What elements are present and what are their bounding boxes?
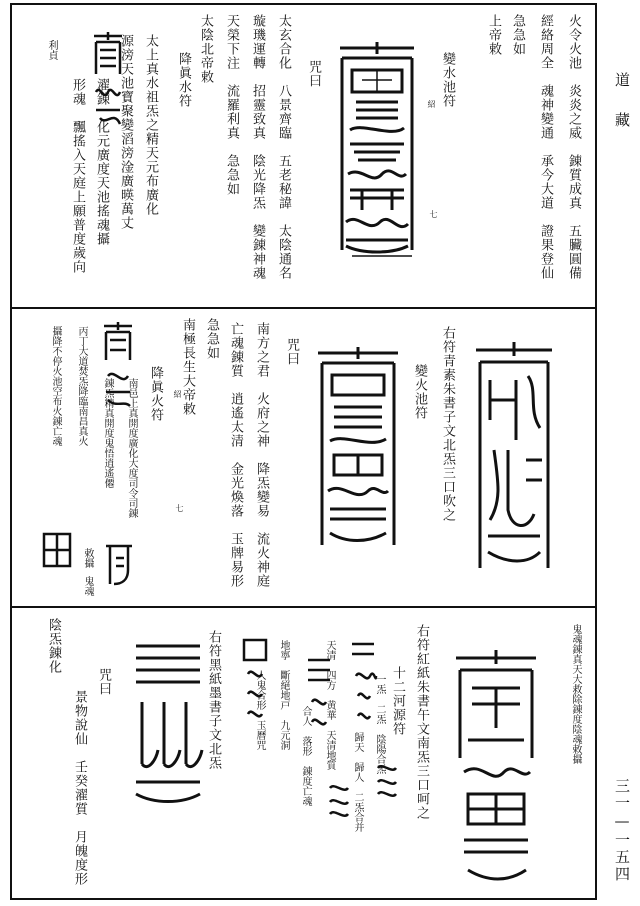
panel-divider-1: [10, 307, 597, 309]
panel2-col-7: 南極長生大帝敕: [180, 318, 195, 416]
panel3-col-5: 歸天 歸人 二炁合并: [352, 732, 363, 832]
panel1-col-9: 天榮下注 流羅利真 急急如: [224, 14, 239, 196]
panel1-col-15: 形魂 飄搖入天庭上願普度歲向: [70, 78, 85, 274]
panel1-small-talisman: [90, 30, 126, 140]
panel3-col-9: 人鬼合形 玉曆咒: [254, 670, 265, 750]
panel2-col-2: 變火池符: [412, 364, 427, 420]
panel2-note-2: 七: [175, 504, 184, 512]
margin-page-number: 三一—一五四: [613, 778, 631, 883]
panel2-col-4: 南方之君 火府之神 降炁變易 流火神庭: [254, 322, 269, 588]
panel2-col-5: 亡魂錬質 逍遙太清 金光煥落 玉牌易形: [228, 322, 243, 588]
panel1-col-14: 濯錬 化元廣度天池搖魂攝: [94, 78, 109, 246]
panel1-note-1: 紹: [427, 100, 436, 108]
panel3-col-13: 陰炁錬化: [46, 618, 61, 674]
panel2-note-1: 紹: [173, 390, 182, 398]
panel3-col-3: 十二河源符: [390, 666, 405, 736]
panel2-talisman-right: [468, 340, 560, 580]
panel3-small-glyph-1: [372, 760, 402, 800]
panel1-col-6: 咒曰: [306, 60, 321, 88]
panel1-col-11: 降眞水符: [176, 52, 191, 108]
panel3-col-2: 右符紅紙朱書午文南炁三口呵之: [414, 624, 429, 820]
panel1-col-2: 經絡周全 魂神變通 承今大道 證果登仙: [538, 14, 553, 280]
panel2-col-6: 急急如: [204, 318, 219, 360]
panel2-col-10: 錬炁精真開度鬼悟逍遙僊: [102, 378, 113, 488]
panel1-col-10: 太陰北帝敕: [198, 14, 213, 84]
panel1-col-12: 太上真水祖炁之精天元布廣化: [143, 34, 158, 216]
panel1-col-16: 利貞: [46, 40, 57, 60]
panel3-col-8: 地寧 斷絕地戸 九元洞: [278, 640, 289, 750]
panel1-col-5: 變水池符: [440, 52, 455, 108]
panel3-small-glyph-2: [324, 780, 354, 820]
panel3-col-6: 天清 四方 黄華 天清地質: [324, 640, 335, 770]
panel-divider-2: [10, 606, 597, 608]
panel2-col-11: 丙丁大道焚炁降臨南昌真火: [76, 326, 87, 446]
panel2-col-8: 降眞火符: [148, 366, 163, 422]
panel2-col-12: 攝降不停火池空布火錬亡魂: [50, 326, 61, 446]
panel3-col-7: 合人 落形 錬度亡魂: [300, 706, 311, 806]
panel1-note-2: 七: [429, 210, 438, 218]
panel1-col-7: 太玄合化 八景齊臨 五老秘諱 太陰通名: [276, 14, 291, 280]
margin-title-zang: 藏: [613, 112, 631, 133]
panel3-col-10: 右符黑紙墨書子文北炁: [206, 630, 221, 770]
panel2-col-13: 敕攝: [82, 548, 93, 568]
margin-title-dao: 道: [613, 72, 631, 93]
panel3-col-1: 鬼魂錬真天大救除錬度陰魂敕攝: [570, 624, 581, 764]
panel1-col-3: 急急如: [510, 14, 525, 56]
panel2-col-14: 鬼魂: [82, 576, 93, 596]
panel3-talisman-left: [128, 632, 208, 812]
panel1-col-4: 上帝敕: [486, 14, 501, 56]
panel1-col-13: 源滂天池寶聚變滔滂淦廣暎萬丈: [118, 34, 133, 230]
panel2-talisman-center: [312, 345, 404, 555]
panel1-talisman: [332, 40, 422, 265]
panel2-col-3: 咒曰: [284, 338, 299, 366]
panel3-col-11: 咒曰: [96, 668, 111, 696]
panel1-col-8: 璇璣運轉 招靈致真 陰光降炁 變錬神魂: [250, 14, 265, 280]
panel2-col-1: 右符青素朱書子文北炁三口吹之: [440, 326, 455, 522]
panel1-col-1: 火令火池 炎炎之威 錬質成真 五臟圓備: [566, 14, 581, 280]
panel2-col-9: 南邑上真開度廣化大度司令司錬: [126, 378, 137, 518]
panel3-col-4: 一炁 二炁 陰陽合炁: [374, 674, 385, 774]
panel3-col-12: 景物說仙 壬癸濯質 月魄度形: [72, 690, 87, 886]
panel2-small-glyph-2: [40, 526, 74, 576]
panel2-small-glyph-1: [102, 540, 136, 590]
panel3-talisman-right: [448, 648, 544, 888]
